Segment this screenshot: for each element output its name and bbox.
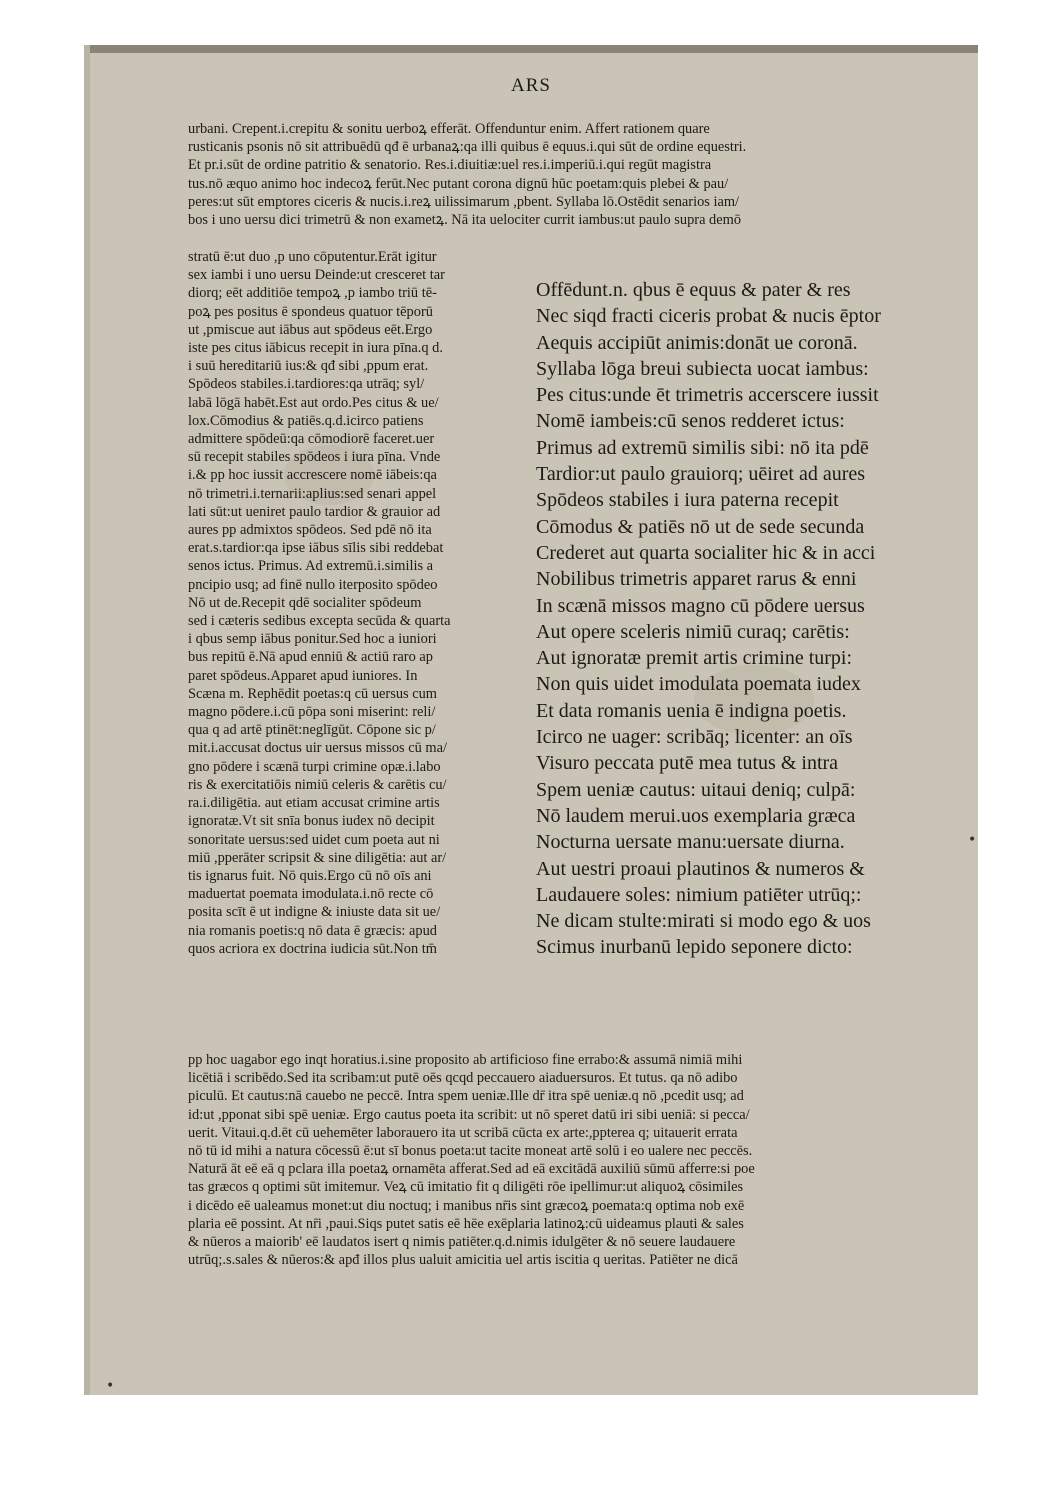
verse-line: Nocturna uersate manu:uersate diurna.	[536, 831, 845, 854]
commentary-line: diorq; eēt additiōe tempoꝝ ,p iambo triū tē-	[188, 285, 437, 302]
commentary-line: poꝝ pes positus ē spondeus quatuor tēporū	[188, 303, 433, 320]
verse-line: Aequis accipiūt animis:donāt ue coronā.	[536, 331, 858, 354]
scanned-page	[84, 45, 978, 1395]
commentary-line: piculū. Et cautus:nā cauebo ne peccē. Intra spem ueniæ.Ille dr̄ itra spē ueniæ.q nō ,pcedit usq; ad	[188, 1088, 744, 1105]
commentary-line: sex iambi i uno uersu Deinde:ut cresceret tar	[188, 267, 445, 284]
commentary-line: bos i uno uersu dici trimetrū & non exametꝝ. Nā ita uelociter currit iambus:ut paulo supra demō	[188, 212, 742, 229]
commentary-line: licētiā i scribēdo.Sed ita scribam:ut putē oēs qcqd peccauero aiaduersuros. Et tutus. qa nō adibo	[188, 1070, 738, 1087]
commentary-line: sonoritate uersus:sed uidet cum poeta aut ni	[188, 831, 440, 848]
commentary-top	[188, 120, 933, 229]
verse-line: Syllaba lōga breui subiecta uocat iambus:	[536, 357, 869, 380]
commentary-line: i.& pp hoc iussit accrescere nomē iābeis:qa	[188, 467, 437, 484]
verse-line: Aut ignoratæ premit artis crimine turpi:	[536, 647, 853, 670]
commentary-line: urbani. Crepent.i.crepitu & sonitu uerboꝝ efferāt. Offenduntur enim. Affert rationem quare	[188, 121, 710, 137]
commentary-line: tis ignarus fuit. Nō quis.Ergo cū nō oīs ani	[188, 867, 432, 884]
commentary-line: erat.s.tardior:qa ipse iābus sīlis sibi reddebat	[188, 540, 444, 557]
commentary-line: uerit. Vitaui.q.d.ēt cū uehemēter laborauero ita ut scribā cūcta ex arte:,ppterea q; uitauerit errata	[188, 1124, 738, 1141]
commentary-line: ris & exercitatiōis nimiū celeris & carētis cu/	[188, 776, 447, 793]
verse-text-column	[536, 277, 936, 961]
verse-line: Spōdeos stabiles i iura paterna recepit	[536, 489, 839, 512]
verse-line: Cōmodus & patiēs nō ut de sede secunda	[536, 515, 865, 538]
verse-line: Ne dicam stulte:mirati si modo ego & uos	[536, 910, 871, 933]
verse-line: Et data romanis uenia ē indigna poetis.	[536, 699, 847, 722]
verse-line: Crederet aut quarta socialiter hic & in acci	[536, 541, 876, 564]
commentary-line: iste pes citus iābicus recepit in iura pīna.q d.	[188, 340, 443, 357]
verse-line: Primus ad extremū similis sibi: nō ita pdē	[536, 436, 869, 459]
verse-line: Tardior:ut paulo grauiorq; uēiret ad aures	[536, 463, 866, 486]
commentary-line: ut ,pmiscue aut iābus aut spōdeus eēt.Ergo	[188, 321, 433, 338]
commentary-line: Nō ut de.Recepit qdē socialiter spōdeum	[188, 594, 422, 611]
commentary-line: sed i cæteris sedibus excepta secūda & quarta	[188, 613, 451, 630]
verse-line: Non quis uidet imodulata poemata iudex	[536, 673, 861, 696]
commentary-line: ignoratæ.Vt sit snīa bonus iudex nō decipit	[188, 813, 435, 830]
commentary-line: i suū hereditariū ius:& qđ sibi ,ppum erat.	[188, 358, 429, 375]
commentary-line: admittere spōdeū:qa cōmodiorē faceret.uer	[188, 431, 435, 448]
verse-line: Pes citus:unde ēt trimetris accerscere iussit	[536, 384, 879, 407]
verse-line: Spem ueniæ cautus: uitaui deniq; culpā:	[536, 778, 856, 801]
commentary-line: mit.i.accusat doctus uir uersus missos cū ma/	[188, 740, 447, 757]
commentary-line: plaria eē possint. At nr̄i ,paui.Siqs putet satis eē hēe exēplaria latinoꝝ:cū uideamus plauti & sales	[188, 1215, 744, 1232]
commentary-line: sū recepit stabiles spōdeos i iura pīna. Vnde	[188, 449, 441, 466]
margin-dot-mark: •	[968, 832, 977, 848]
verse-line: Aut uestri proaui plautinos & numeros &	[536, 857, 865, 880]
verse-line: Scimus inurbanū lepido seponere dicto:	[536, 936, 853, 959]
commentary-line: nō trimetri.i.ternarii:aplius:sed senari appel	[188, 485, 437, 502]
commentary-line: id:ut ,pponat sibi spē ueniæ. Ergo cautus poeta ita scribit: ut nō speret datū iri sibi ueniā: si pecca/	[188, 1106, 750, 1123]
commentary-line: paret spōdeus.Apparet apud iuniores. In	[188, 667, 418, 684]
commentary-line: lox.Cōmodius & patiēs.q.d.icirco patiens	[188, 412, 424, 429]
commentary-line: nō tū id mihi a natura cōcessū ē:ut sī bonus poeta:ut tacite moneat artē solū i eo ualere nec peccēs.	[188, 1143, 753, 1160]
commentary-line: Scæna m. Rephēdit poetas:q cū uersus cum	[188, 685, 437, 702]
commentary-line: tus.nō æquo animo hoc indecoꝝ ferūt.Nec putant corona dignū hūc poetam:quis plebei & pau/	[188, 175, 729, 192]
commentary-line: pncipio usq; ad finē nullo iterposito spōdeo	[188, 576, 438, 593]
commentary-line: peres:ut sūt emptores ciceris & nucis.i.reꝝ uilissimarum ,pbent. Syllaba lō.Ostēdit senarios iam/	[188, 193, 740, 210]
commentary-line: gno pōdere i scænā turpi crimine opæ.i.labo	[188, 758, 441, 775]
margin-dot-mark: •	[106, 1378, 115, 1394]
verse-line: Nec siqd fracti ciceris probat & nucis ēptor	[536, 305, 881, 328]
verse-line: Aut opere sceleris nimiū curaq; carētis:	[536, 620, 850, 643]
verse-line: Nobilibus trimetris apparet rarus & enni	[536, 568, 857, 591]
commentary-line: stratū ē:ut duo ,p uno cōputentur.Erāt igitur	[188, 249, 437, 265]
commentary-line: magno pōdere.i.cū pōpa soni miserint: reli/	[188, 704, 436, 721]
verse-line: Icirco ne uager: scribāq; licenter: an oīs	[536, 726, 853, 749]
commentary-line: nia romanis poetis:q nō data ē græcis: apud	[188, 922, 437, 939]
running-head: ARS	[511, 75, 551, 96]
commentary-line: maduertat poemata imodulata.i.nō recte cō	[188, 886, 434, 903]
commentary-line: labā lōgā habēt.Est aut ordo.Pes citus & ue/	[188, 394, 439, 411]
commentary-line: Spōdeos stabiles.i.tardiores:qa utrāq; syl/	[188, 376, 425, 393]
verse-line: In scænā missos magno cū pōdere uersus	[536, 594, 865, 617]
commentary-line: miū ,pperāter scripsit & sine diligētia: aut ar/	[188, 849, 447, 866]
commentary-left	[188, 248, 524, 958]
commentary-line: utrūq;.s.sales & nūeros:& apđ illos plus ualuit amicitia uel artis iscitia q ueritas. Patiēter ne dicā	[188, 1252, 738, 1269]
commentary-line: rusticanis psonis nō sit attribuēdū qđ ē urbanaꝝ:qa illi quibus ē equus.i.qui sūt de ordine equestri.	[188, 139, 747, 156]
verse-line: Offēdunt.n. qbus ē equus & pater & res	[536, 279, 851, 301]
commentary-line: pp hoc uagabor ego inqt horatius.i.sine proposito ab artificioso fine errabo:& assumā nimiā mihi	[188, 1052, 743, 1068]
commentary-line: posita scīt ē ut indigne & iniuste data sit ue/	[188, 904, 441, 921]
commentary-line: quos acriora ex doctrina iudicia sūt.Non tm̄	[188, 940, 437, 957]
page-content	[84, 45, 978, 1395]
commentary-line: Et pr.i.sūt de ordine patritio & senatorio. Res.i.diuitiæ:uel res.i.imperiū.i.qui regūt magistra	[188, 157, 712, 174]
commentary-line: lati sūt:ut ueniret paulo tardior & grauior ad	[188, 503, 441, 520]
commentary-line: & nūeros a maiorib' eē laudatos isert q nimis patiēter.q.d.nimis idulgēter & nō seuere laudauere	[188, 1234, 736, 1251]
commentary-line: qua q ad artē ptinēt:neglīgūt. Cōpone sic p/	[188, 722, 436, 739]
verse-line: Nō laudem merui.uos exemplaria græca	[536, 804, 856, 827]
commentary-line: i qbus semp iābus ponitur.Sed hoc a iuniori	[188, 631, 437, 648]
commentary-line: i dicēdo eē ualeamus monet:ut diu noctuq; i manibus nr̄is sint græcoꝝ poemata:q optima nob exē	[188, 1197, 745, 1214]
commentary-line: aures pp admixtos spōdeos. Sed pdē nō ita	[188, 522, 432, 539]
commentary-line: ra.i.diligētia. aut etiam accusat crimine artis	[188, 795, 440, 812]
commentary-line: Naturā āt eē eā q pclara illa poetaꝝ ornamēta afferat.Sed ad eā excitādā auxiliū sūmū afferre:si poe	[188, 1161, 755, 1178]
verse-line: Laudauere soles: nimium patiēter utrūq;:	[536, 883, 862, 906]
verse-line: Nomē iambeis:cū senos redderet ictus:	[536, 410, 845, 433]
commentary-line: tas græcos q optimi sūt imitemur. Veꝝ cū imitatio fit q diligēti rōe ipellimur:ut aliquoꝝ cōsimiles	[188, 1179, 744, 1196]
commentary-line: senos ictus. Primus. Ad extremū.i.similis a	[188, 558, 434, 575]
commentary-bottom	[188, 1051, 933, 1269]
commentary-line: bus repitū ē.Nā apud enniū & actiū raro ap	[188, 649, 433, 666]
verse-line: Visuro peccata putē mea tutus & intra	[536, 752, 839, 775]
